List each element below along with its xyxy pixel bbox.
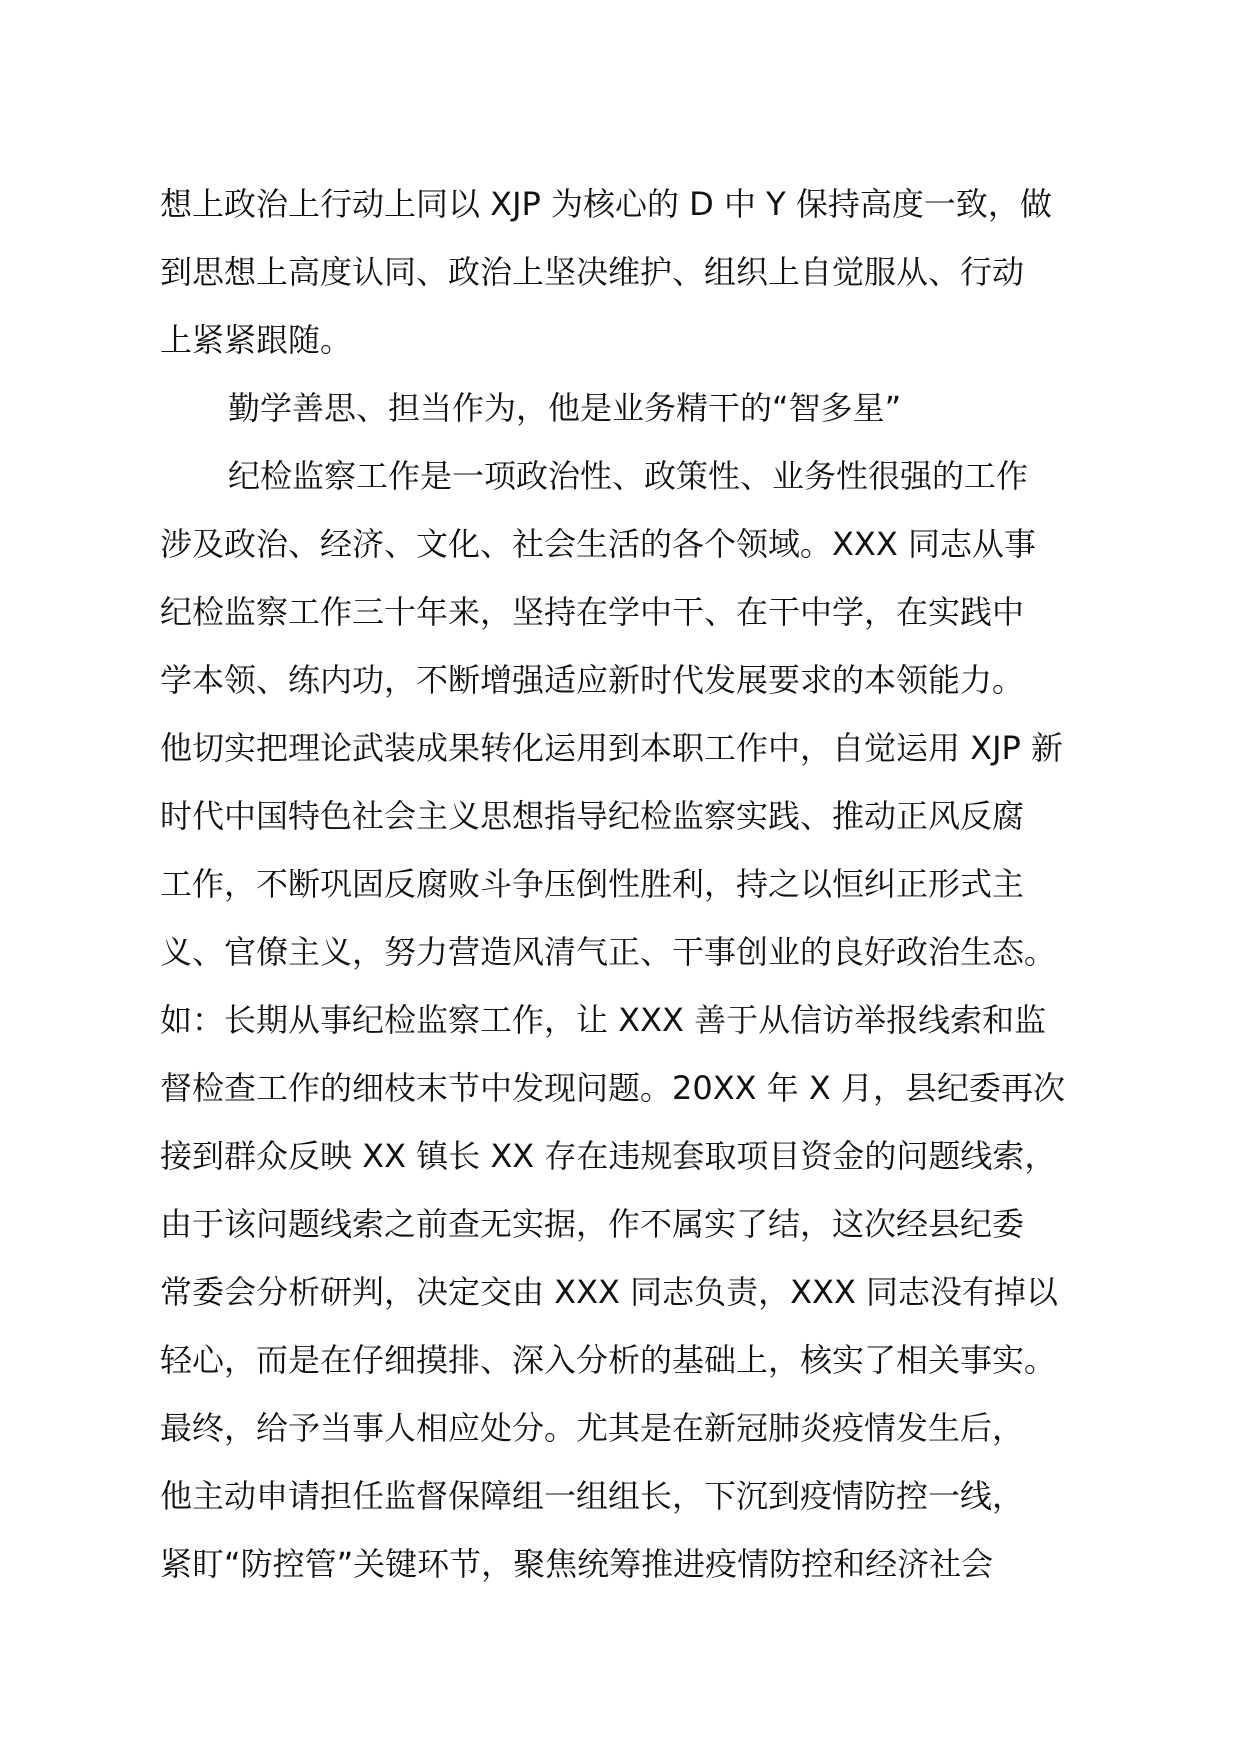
body-text [160, 170, 1120, 1598]
text-line: 想上政治上行动上同以 XJP 为核心的 D 中 Y 保持高度一致，做 [160, 185, 1052, 223]
text-line: 义、官僚主义，努力营造风清气正、干事创业的良好政治生态。 [160, 933, 1057, 971]
text-line: 上紧紧跟随。 [160, 321, 353, 359]
text-line: 轻心，而是在仔细摸排、深入分析的基础上，核实了相关事实。 [160, 1341, 1057, 1379]
text-line: 学本领、练内功，不断增强适应新时代发展要求的本领能力。 [160, 661, 1025, 699]
text-line: 涉及政治、经济、文化、社会生活的各个领域。XXX 同志从事 [160, 525, 1036, 563]
paragraph-first-line: 纪检监察工作是一项政治性、政策性、业务性很强的工作 [228, 457, 1029, 495]
text-line: 时代中国特色社会主义思想指导纪检监察实践、推动正风反腐 [160, 797, 1025, 835]
text-line: 他切实把理论武装成果转化运用到本职工作中，自觉运用 XJP 新 [160, 729, 1064, 767]
section-heading: 勤学善思、担当作为，他是业务精干的“智多星” [228, 389, 902, 427]
text-line: 接到群众反映 XX 镇长 XX 存在违规套取项目资金的问题线索， [160, 1137, 1057, 1175]
text-line: 督检查工作的细枝末节中发现问题。20XX 年 X 月，县纪委再次 [160, 1069, 1066, 1107]
text-line: 他主动申请担任监督保障组一组组长，下沉到疫情防控一线， [160, 1477, 1025, 1515]
text-line: 到思想上高度认同、政治上坚决维护、组织上自觉服从、行动 [160, 253, 1025, 291]
text-line: 由于该问题线索之前查无实据，作不属实了结，这次经县纪委 [160, 1205, 1025, 1243]
text-line: 如：长期从事纪检监察工作，让 XXX 善于从信访举报线索和监 [160, 1001, 1047, 1039]
text-line: 紧盯“防控管”关键环节，聚焦统筹推进疫情防控和经济社会 [160, 1545, 994, 1583]
text-line: 工作，不断巩固反腐败斗争压倒性胜利，持之以恒纠正形式主 [160, 865, 1025, 903]
text-line: 常委会分析研判，决定交由 XXX 同志负责，XXX 同志没有掉以 [160, 1273, 1059, 1311]
text-line: 最终，给予当事人相应处分。尤其是在新冠肺炎疫情发生后， [160, 1409, 1025, 1447]
text-line: 纪检监察工作三十年来，坚持在学中干、在干中学，在实践中 [160, 593, 1025, 631]
